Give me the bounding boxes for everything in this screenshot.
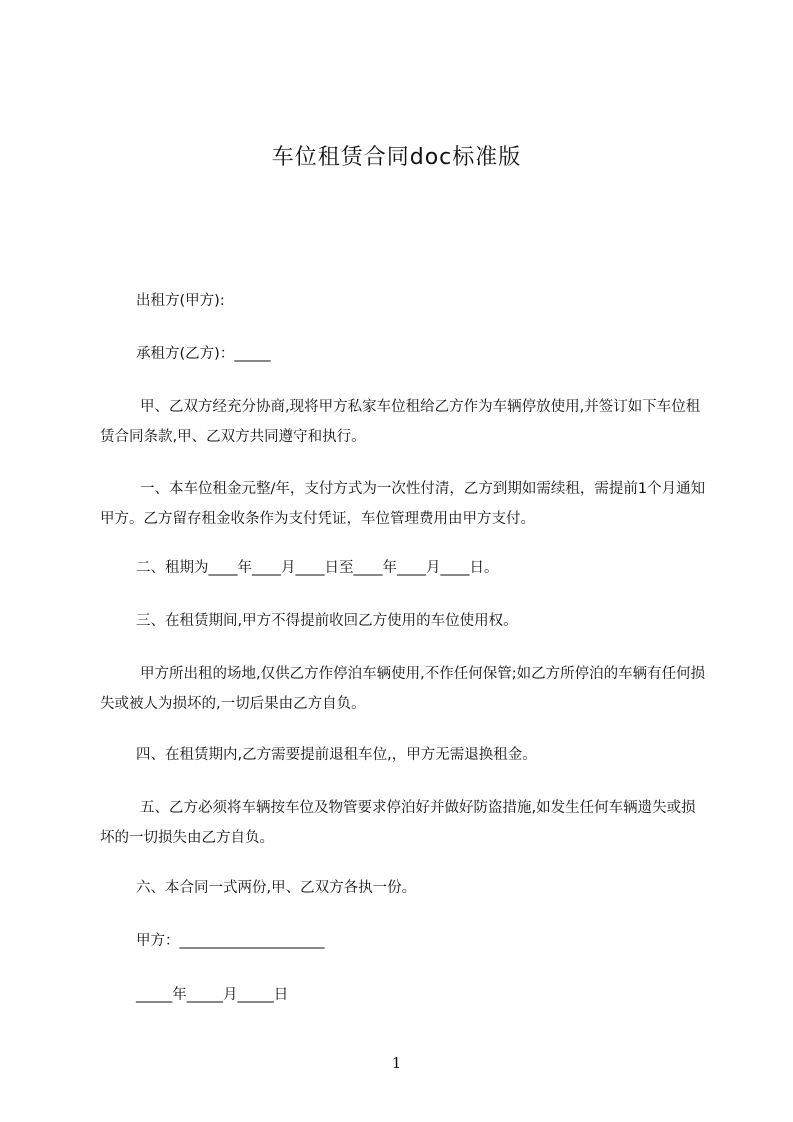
lessee-line: 承租方(乙方)：_____ — [136, 346, 271, 362]
clause-4-paragraph: 四、在租赁期内,乙方需要提前退租车位,，甲方无需退换租金。 — [136, 747, 537, 763]
preamble-paragraph: 甲、乙双方经充分协商,现将甲方私家车位租给乙方作为车辆停放使用,并签订如下车位租赁合同条款,甲、乙双方共同遵守和执行。 — [100, 399, 701, 445]
clause-3-paragraph: 三、在租赁期间,甲方不得提前收回乙方使用的车位使用权。 — [136, 613, 518, 629]
clause-2-paragraph: 二、租期为____年____月____日至____年____月____日。 — [136, 560, 499, 576]
clause-6-paragraph: 六、本合同一式两份,甲、乙双方各执一份。 — [136, 880, 417, 896]
lessor-line: 出租方(甲方): — [136, 293, 225, 309]
clause-1-paragraph: 一、本车位租金元整/年，支付方式为一次性付清，乙方到期如需续租，需提前1个月通知甲方。乙方留存租金收条作为支付凭证，车位管理费用由甲方支付。 — [100, 481, 706, 527]
date-line: _____年_____月_____日 — [136, 987, 289, 1003]
usage-paragraph: 甲方所出租的场地,仅供乙方作停泊车辆使用,不作任何保管;如乙方所停泊的车辆有任何损失或被人为损坏的,一切后果由乙方自负。 — [100, 666, 706, 712]
party-a-signature-line: 甲方：____________________ — [136, 933, 325, 949]
page-number: 1 — [391, 1054, 402, 1072]
document-title: 车位租赁合同doc标准版 — [271, 145, 522, 170]
clause-5-paragraph: 五、乙方必须将车辆按车位及物管要求停泊好并做好防盗措施,如发生任何车辆遗失或损坏的一切损失由乙方自负。 — [100, 800, 696, 846]
